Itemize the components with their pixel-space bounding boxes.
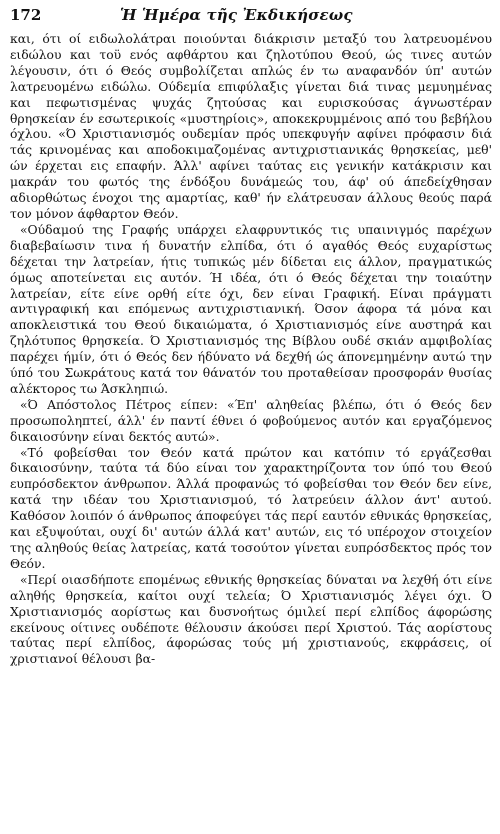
paragraph-4: «Τό φοβείσθαι τον Θεόν κατά πρώτον και κατόπιν τό εργάζεσθαι δικαιοσύνην, ταύτα τά δύο είναι τον χαρακτηρίζοντα τον ύπό του Θεού ευπρόσδεκτον άνθρωπον. Άλλά προφανώς τό φοβείσθαι τον Θεόν δεν είνε, κατά την ιδέαν του Χριστιανισμού, τό λατρεύειν άλλον άντ' αυτού. Καθόσον λοιπόν ό άνθρωπος άποφεύγει τάς περί εαυτόν εθνικάς θρησκείας, και εξυψούται, ουχί δι' αυτών άλλά κατ' αυτών, εις τό υπέροχον στοιχείον της αληθούς θείας λατρείας, κατά τοσούτον γίνεται ευπρόσδεκτος πρός τον Θεόν.: [10, 445, 492, 571]
page-number: 172: [10, 6, 42, 24]
running-title: Ἡ Ἡμέρα τῆς Ἐκδικήσεως: [120, 6, 353, 24]
paragraph-1: και, ότι οί ειδωλολάτραι ποιούνται διάκρισιν μεταξύ του λατρευομένου ειδώλου και τοϋ ενός αφθάρτου και ζηλοτύπου Θεού, ώς τινες αυτών λέγουσιν, ότι ό Θεός συμβολίζεται απλώς έν τω αναφανδόν ύπ' αυτών λατρευομένω ειδώλω. Ούδεμία επιφύλαξις γίνεται διά τινας μεμυημένας και πεφωτισμένας ψυχάς ζητούσας και ευρισκούσας άγνωστέραν θρησκείαν έν εσωτερικοίς «μυστηρίοις», αποκεκρυμμένοις από του βεβήλου όχλου. «Ό Χριστιανισμός ουδεμίαν πρός υπεκφυγήν αφίνει πρόφασιν διά τάς κρινομένας και αποδοκιμαζομένας αντιχριστιανικάς θρησκείας, μεθ' ών έρχεται εις επαφήν. Άλλ' αφίνει ταύτας εις γενικήν κατάκρισιν και μακράν του φωτός της ένδόξου δυνάμεώς του, άφ' ού άπεδείχθησαν αδιορθώτως ένοχοι της αμαρτίας, καθ' ήν ελάτρευσαν άλλους θεούς παρά τον μόνον άφθαρτον Θεόν.: [10, 32, 492, 221]
paragraph-3: «Ό Απόστολος Πέτρος είπεν: «Έπ' αληθείας βλέπω, ότι ό Θεός δεν προσωποληπτεί, άλλ' έν παντί έθνει ό φοβούμενος αυτόν και εργαζόμενος δικαιοσύνην είναι δεκτός αυτώ».: [10, 397, 492, 444]
paragraph-5: «Περί οιασδήποτε επομένως εθνικής θρησκείας δύναται να λεχθή ότι είνε αληθής θρησκεία, καίτοι ουχί τελεία; Ό Χριστιανισμός λέγει όχι. Ό Χριστιανισμός αορίστως και δυσνοήτως όμιλεί περί ελπίδος άφορώσης εκείνους οίτινες ουδέποτε θέλουσιν άκούσει περί Χριστού. Τάς αορίστους ταύτας περί ελπίδος, άφορώσας τούς μή χριστιανούς, εκφράσεις, οί χριστιανοί θέλουσι βα-: [10, 572, 492, 667]
paragraph-2: «Ούδαμού της Γραφής υπάρχει ελαφρυντικός τις υπαινιγμός παρέχων διαβεβαίωσιν τινα ή δυνατήν ελπίδα, ότι ό αγαθός Θεός ευχαρίστως δέχεται την λατρείαν, ήτις τυπικώς μέν δίδεται εις άλλον, πραγματικώς όμως αποτείνεται εις αυτόν. Ή ιδέα, ότι ό Θεός δέχεται την τοιαύτην λατρείαν, είτε είνε ορθή είτε όχι, δεν είναι Γραφική. Είναι πράγματι αντιγραφική και επόμενως αντιχριστιανική. Όσον άφορα τά μόνα και αποκλειστικά του Θεού δικαιώματα, ό Χριστιανισμός είνε αυστηρά και ζηλότυπος θρησκεία. Ό Χριστιανισμός της Βίβλου ουδέ σκιάν αμφιβολίας παρέχει ήμίν, ότι ό Θεός δεν ήδύνατο νά δεχθή ώς άπονεμημένην αυτώ την ύπό του Σωκράτους κατά τον θάνατόν του προταθείσαν προσφοράν θυσίας αλέκτορος τω Άσκληπιώ.: [10, 222, 492, 396]
page-header: [10, 6, 492, 32]
page-body: [10, 32, 492, 668]
